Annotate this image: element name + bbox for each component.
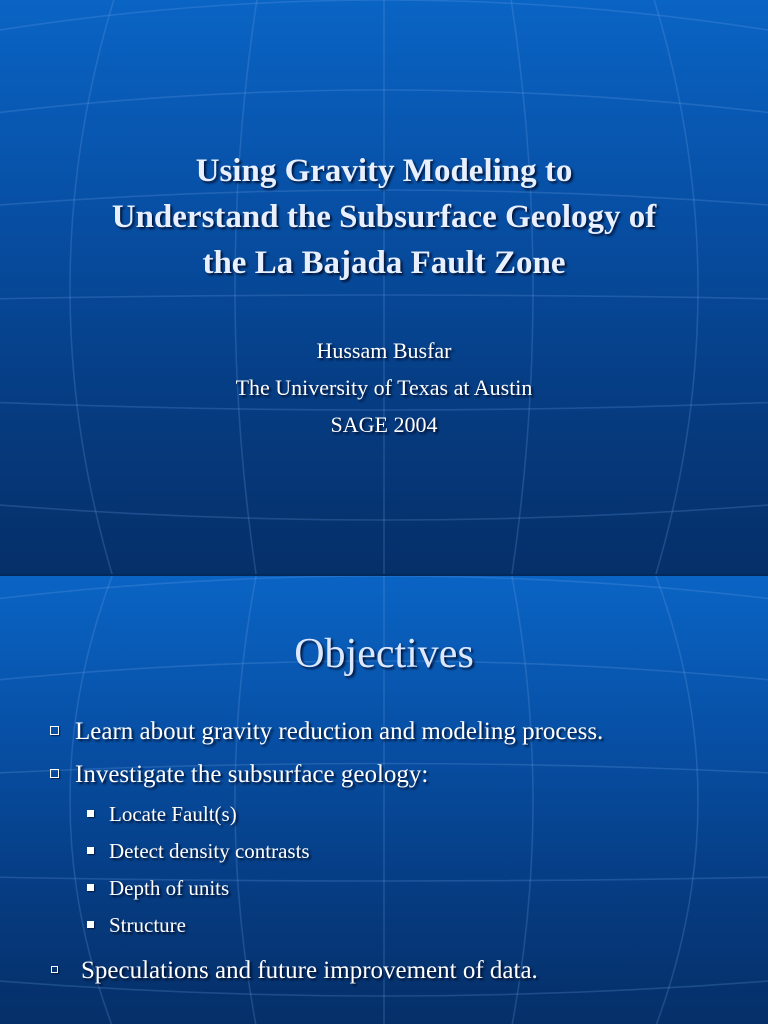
filled-square-bullet-icon [87,921,94,928]
sub-bullet-text: Structure [109,913,186,937]
title-line-2: Understand the Subsurface Geology of [111,199,657,235]
hollow-square-bullet-icon [51,966,58,973]
sub-bullet-text: Detect density contrasts [109,839,310,863]
sub-list-item [0,833,768,870]
list-item [0,949,768,992]
bullet-text: Speculations and future improvement of data. [81,957,538,984]
list-item [0,753,768,796]
hollow-square-bullet-icon [50,769,59,778]
title-line-3: the La Bajada Fault Zone [202,245,566,281]
filled-square-bullet-icon [87,847,94,854]
sub-bullet-text: Depth of units [109,876,230,900]
sub-list-item [0,796,768,833]
author-info [84,332,684,443]
bullet-text: Investigate the subsurface geology: [75,761,429,788]
filled-square-bullet-icon [87,810,94,817]
objectives-title: Objectives [294,631,474,677]
sub-list-item [0,870,768,907]
bullet-text: Learn about gravity reduction and modeling process. [75,718,604,745]
title-line-1: Using Gravity Modeling to [195,153,573,189]
sub-list-item [0,907,768,944]
sub-bullet-text: Locate Fault(s) [109,802,237,826]
objectives-list [0,710,768,992]
institution-name: The University of Texas at Austin [235,375,533,400]
presentation-title [34,148,734,286]
list-item [0,710,768,753]
author-name: Hussam Busfar [316,338,452,363]
event-name: SAGE 2004 [330,412,438,437]
hollow-square-bullet-icon [50,726,59,735]
filled-square-bullet-icon [87,884,94,891]
